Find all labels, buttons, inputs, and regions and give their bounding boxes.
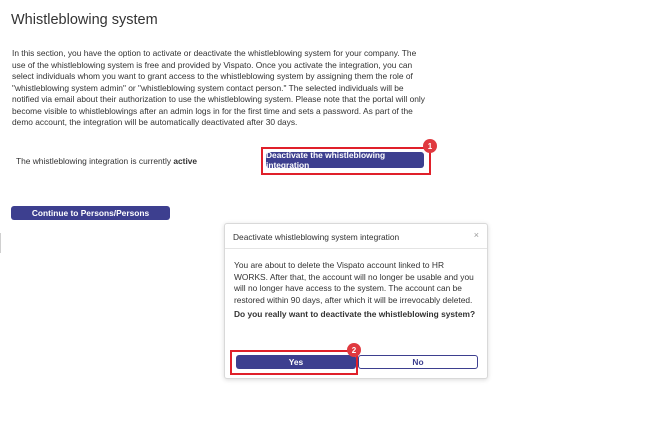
deactivate-integration-button[interactable]: Deactivate the whistleblowing integration — [266, 152, 424, 168]
yes-button[interactable]: Yes — [236, 355, 356, 369]
no-button[interactable]: No — [358, 355, 478, 369]
integration-status — [16, 156, 197, 166]
status-value: active — [173, 156, 198, 166]
edge-divider — [0, 233, 1, 253]
page-title: Whistleblowing system — [11, 12, 158, 28]
highlight-yes — [230, 350, 358, 375]
modal-header — [225, 224, 487, 249]
intro-text: In this section, you have the option to activate or deactivate the whistleblowing system for your company. The use of the whistleblowing system is free and provided by Vispato. Once you activate the integration, you can select individuals whom you want to grant access to the whistleblowing system by assigning them the role of "whistleblowing system admin" or "whistleblowing system contact person." The selected individuals will be notified via email about their authorization to use the whistleblowing system. Please note that the portal will only become visible to whistleblowings after an admin logs in for the first time and sets a password. As part of the demo account, the integration will be automatically deactivated after 30 days. — [12, 48, 425, 127]
modal-body: You are about to delete the Vispato account linked to HR WORKS. After that, the account will no longer be usable and you will no longer have access to the system. The account can be restored within 90 days, after which it will be irrevocably deleted. — [234, 260, 474, 305]
close-icon[interactable]: × — [473, 230, 479, 240]
status-prefix: The whistleblowing integration is currently — [16, 156, 174, 166]
modal-title: Deactivate whistleblowing system integration — [233, 232, 400, 242]
step-badge-2: 2 — [347, 343, 361, 357]
continue-persons-button[interactable]: Continue to Persons/Persons — [11, 206, 170, 220]
step-badge-1: 1 — [423, 139, 437, 153]
modal-question: Do you really want to deactivate the whistleblowing system? — [234, 309, 476, 319]
